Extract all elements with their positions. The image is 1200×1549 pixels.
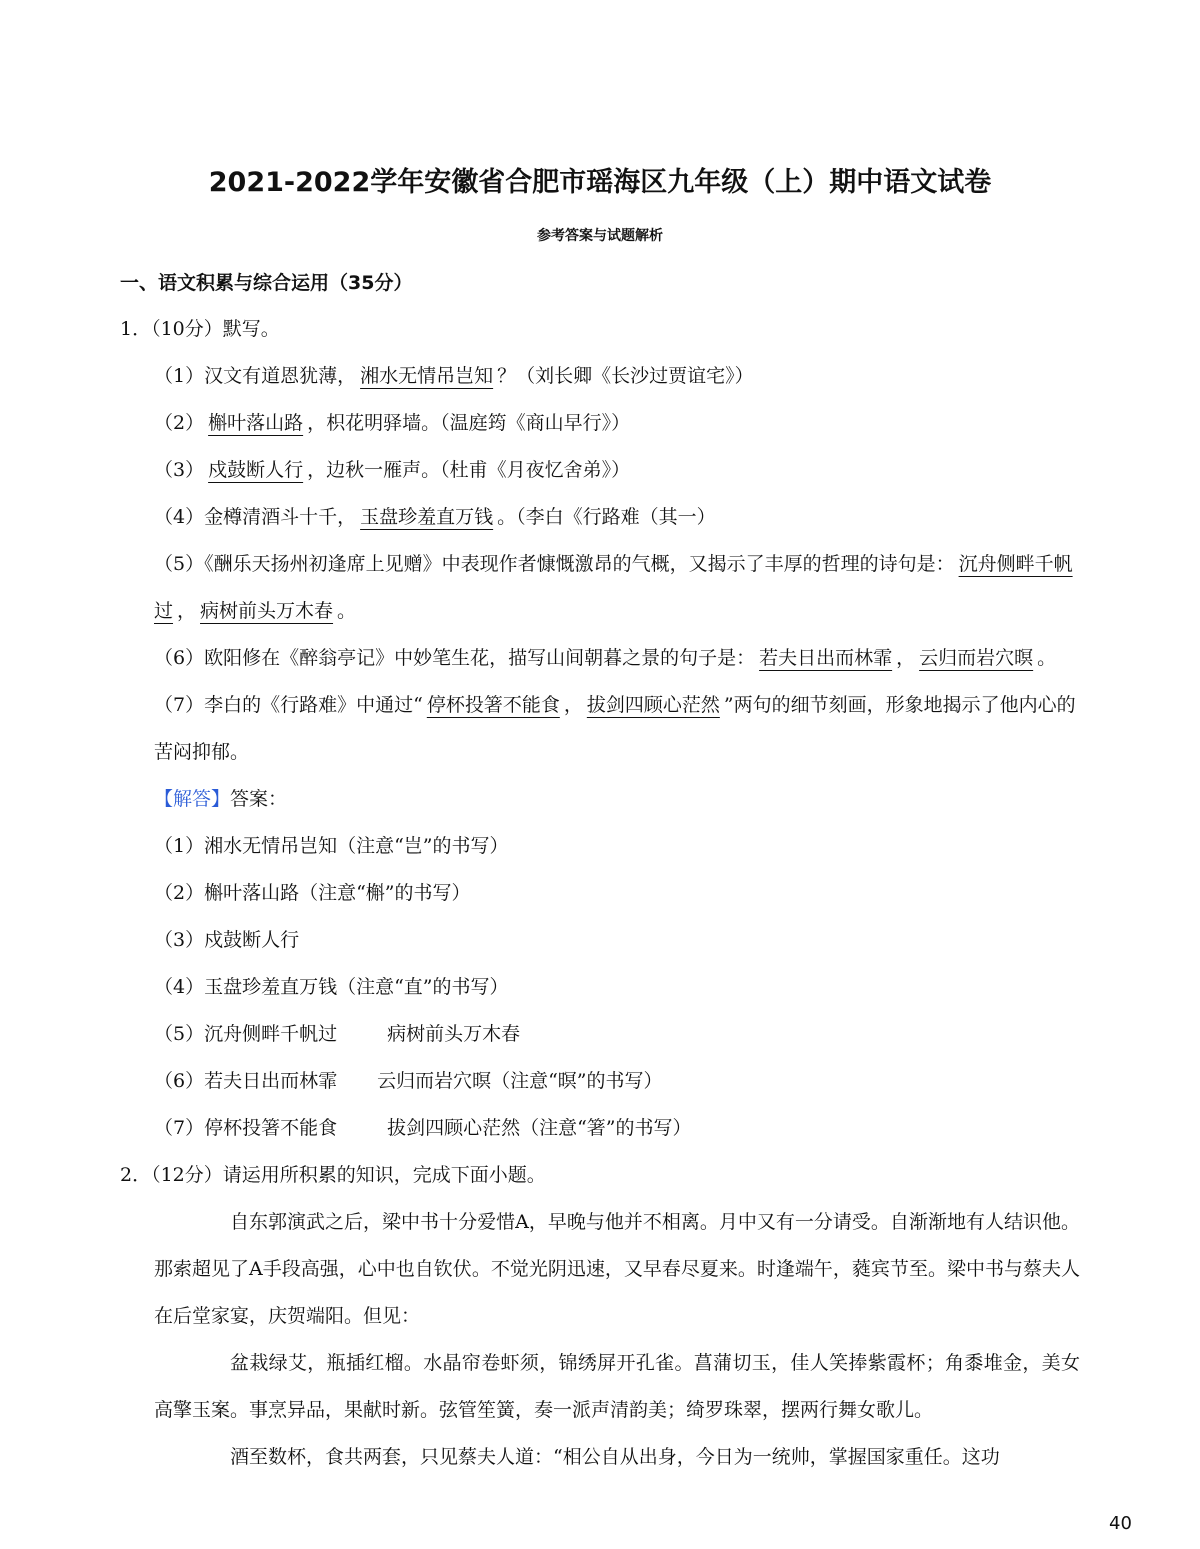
answer-blank: 沉舟侧畔千帆过 bbox=[154, 553, 1073, 622]
answer-blank: 云归而岩穴暝 bbox=[919, 647, 1034, 669]
passage-paragraph-1: 自东郭演武之后，梁中书十分爱惜A，早晚与他并不相离。月中又有一分请受。自渐渐地有人结识他。那索超见了A手段高强，心中也自钦伏。不觉光阴迅速，又早春尽夏来。时逢端午，蕤宾节至。梁中书与蔡夫人在后堂家宴，庆贺端阳。但见： bbox=[154, 1211, 1080, 1327]
answer-blank: 停杯投箸不能食 bbox=[426, 694, 560, 716]
content-body bbox=[120, 306, 1080, 1481]
answer-line-7: （7）停杯投箸不能食 拔剑四顾心茫然（注意“箸”的书写） bbox=[154, 1117, 692, 1139]
answer-blank: 玉盘珍羞直万钱 bbox=[360, 506, 494, 528]
answer-blank: 病树前头万木春 bbox=[200, 600, 334, 622]
answer-line-1: （1）湘水无情吊岂知（注意“岂”的书写） bbox=[154, 835, 509, 857]
answer-blank: 戍鼓断人行 bbox=[208, 459, 304, 481]
page-number: 40 bbox=[1109, 1513, 1132, 1534]
answer-blank: 拔剑四顾心茫然 bbox=[586, 694, 720, 716]
exam-subtitle: 参考答案与试题解析 bbox=[537, 228, 663, 244]
question-1-item-7: （7）李白的《行路难》中通过“ 停杯投箸不能食 ， 拔剑四顾心茫然 ”两句的细节刻画，形象地揭示了他内心的苦闷抑郁。 bbox=[154, 694, 1076, 763]
answer-line-5: （5）沉舟侧畔千帆过 病树前头万木春 bbox=[154, 1023, 521, 1045]
question-1-item-3: （3） 戍鼓断人行 ，边秋一雁声。（杜甫《月夜忆舍弟》） bbox=[154, 459, 631, 481]
question-1-item-5: （5）《酬乐天扬州初逢席上见赠》中表现作者慷慨激昂的气概，又揭示了丰厚的哲理的诗句是： 沉舟侧畔千帆过 ， 病树前头万木春 。 bbox=[154, 553, 1073, 622]
passage-paragraph-3: 酒至数杯，食共两套，只见蔡夫人道：“相公自从出身，今日为一统帅，掌握国家重任。这功 bbox=[230, 1446, 1000, 1468]
answer-heading: 【解答】答案： bbox=[154, 788, 288, 810]
question-1-item-2: （2） 槲叶落山路 ，枳花明驿墙。（温庭筠《商山早行》） bbox=[154, 412, 631, 434]
question-1-item-1: （1）汉文有道恩犹薄， 湘水无情吊岂知 ？（刘长卿《长沙过贾谊宅》） bbox=[154, 365, 754, 387]
answer-blank: 槲叶落山路 bbox=[208, 412, 304, 434]
answer-line-4: （4）玉盘珍羞直万钱（注意“直”的书写） bbox=[154, 976, 509, 998]
answer-line-6: （6）若夫日出而林霏 云归而岩穴暝（注意“暝”的书写） bbox=[154, 1070, 663, 1092]
answer-blank: 若夫日出而林霏 bbox=[759, 647, 893, 669]
passage-paragraph-2: 盆栽绿艾，瓶插红榴。水晶帘卷虾须，锦绣屏开孔雀。菖蒲切玉，佳人笑捧紫霞杯；角黍堆金，美女高擎玉案。事烹异品，果献时新。弦管笙簧，奏一派声清韵美；绮罗珠翠，摆两行舞女歌儿。 bbox=[154, 1352, 1080, 1421]
question-2-stem: 2．（12分）请运用所积累的知识，完成下面小题。 bbox=[120, 1164, 546, 1186]
answer-tag: 【解答】 bbox=[154, 788, 231, 810]
exam-title: 2021-2022学年安徽省合肥市瑶海区九年级（上）期中语文试卷 bbox=[208, 167, 992, 198]
question-1-stem: 1．（10分）默写。 bbox=[120, 318, 280, 340]
question-1-item-6: （6）欧阳修在《醉翁亭记》中妙笔生花，描写山间朝暮之景的句子是： 若夫日出而林霏 ， 云归而岩穴暝 。 bbox=[154, 647, 1057, 669]
section-heading: 一、语文积累与综合运用（35分） bbox=[120, 272, 413, 294]
question-1-item-4: （4）金樽清酒斗十千， 玉盘珍羞直万钱 。（李白《行路难（其一） bbox=[154, 506, 716, 528]
answer-line-2: （2）槲叶落山路（注意“槲”的书写） bbox=[154, 882, 471, 904]
answer-blank: 湘水无情吊岂知 bbox=[360, 365, 494, 387]
answer-line-3: （3）戍鼓断人行 bbox=[154, 929, 300, 951]
